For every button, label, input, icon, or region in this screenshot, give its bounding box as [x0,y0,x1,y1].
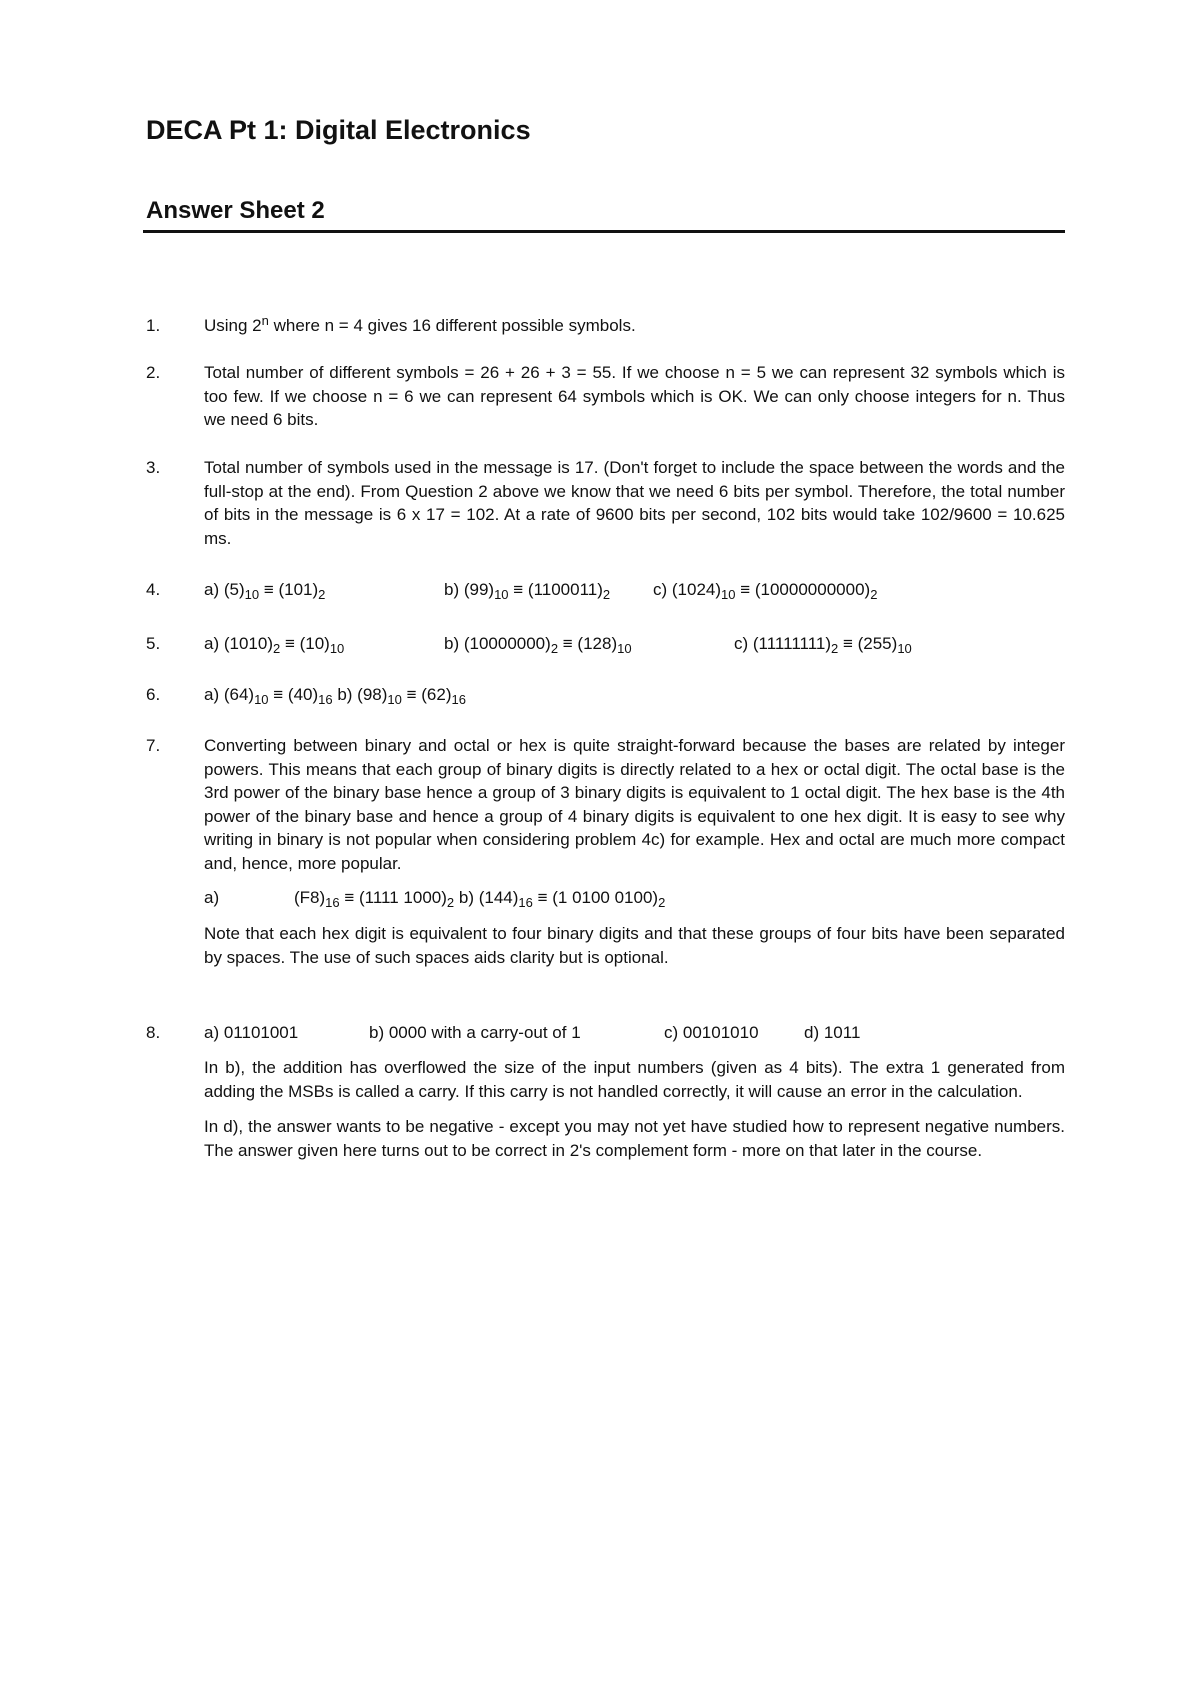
answer-number: 7. [146,736,161,755]
answer-4b: b) $(99)_{10} \equiv (1100011)_2$ [444,580,611,602]
exponent: n [261,313,269,328]
answer-3-text: Total number of symbols used in the message is 17. (Don't forget to include the space between the words and the full-stop at the end). From Question 2 above we know that we need 6 bits per symbol. Therefore, the total number of bits in the message is 6 x 17 = 102. At a rate of 9600 bits per second, 102 bits would take 102/9600 = 10.625 ms. [204,458,1065,548]
answer-5 [146,632,1065,656]
answer-7-note: Note that each hex digit is equivalent to four binary digits and that these groups of four bits have been separated by spaces. The use of such spaces aids clarity but is optional. [204,924,1065,967]
answer-number: 5. [146,634,161,653]
answer-5c: c) $(11111111)_2 \equiv (255)_{10}$ [734,634,912,656]
answer-2-text: Total number of different symbols = 26 + 26 + 3 = 55. If we choose n = 5 we can represent 32 symbols which is too few. If we choose n = 6 we can represent 64 symbols which is OK. We can only choose integers for n. Thus we need 6 bits. [204,363,1065,429]
answer-number: 4. [146,580,161,599]
answer-7-label-a: a) [204,888,220,907]
answer-1-text: Using 2 [204,316,262,335]
answer-7-conversions: $(F8)_{16} \equiv (1111$ $1000)_2$ b) $(144)_{16} \equiv (1$ 0100 $0100)_2$ [294,888,666,910]
answer-8-para-1: In b), the addition has overflowed the size of the input numbers (given as 4 bits). The extra 1 generated from adding the MSBs is called a carry. If this carry is not handled correctly, it will cause an error in the calculation. [204,1058,1065,1101]
answer-sheet-heading: Answer Sheet 2 [146,197,325,224]
answer-8c: c) 00101010 [664,1023,759,1042]
answer-5b: b) $(10000000)_2 \equiv (128)_{10}$ [444,634,632,656]
answer-8a: a) 01101001 [204,1023,299,1042]
answer-number: 3. [146,458,161,477]
answer-8d: d) 1011 [804,1023,861,1042]
answer-4 [146,578,1065,602]
answer-7-text: Converting between binary and octal or hex is quite straight-forward because the bases are related by integer powers. This means that each group of binary digits is directly related to a hex or octal digit. The octal base is the 3rd power of the binary base hence a group of 3 binary digits is equivalent to 1 octal digit. The hex base is the 4th power of the binary base and hence a group of 4 binary digits is equivalent to one hex digit. It is easy to see why writing in binary is not popular when considering problem 4c) for example. Hex and octal are much more compact and, hence, more popular. [204,736,1065,873]
answer-3 [146,456,1065,550]
answer-number: 2. [146,363,161,382]
answer-1-text-cont: where n = 4 gives 16 different possible symbols. [268,316,636,335]
answer-4a: a) $(5)_{10} \equiv (101)_2$ [204,580,326,602]
answer-2 [146,361,1065,432]
answer-4c: c) $(1024)_{10} \equiv (10000000000)_2$ [653,580,878,602]
answer-6a: a) $(64)_{10} \equiv (40)_{16}$ [204,685,333,707]
answer-8 [146,1021,1065,1162]
answer-5a: a) $(1010)_2 \equiv (10)_{10}$ [204,634,345,656]
answer-number: 1. [146,316,161,335]
answer-number: 6. [146,685,161,704]
answer-7 [146,734,1065,969]
answer-6b: b) $(98)_{10} \equiv (62)_{16}$ [332,685,466,707]
answer-number: 8. [146,1023,161,1042]
heading-underline [143,230,1065,233]
answer-1 [146,314,1065,338]
answer-8-para-2: In d), the answer wants to be negative - except you may not yet have studied how to represent negative numbers. The answer given here turns out to be correct in 2's complement form - more on that later in the course. [204,1117,1065,1160]
answer-8b: b) 0000 with a carry-out of 1 [369,1023,581,1042]
document-title: DECA Pt 1: Digital Electronics [146,115,531,145]
answer-6 [146,683,1065,707]
